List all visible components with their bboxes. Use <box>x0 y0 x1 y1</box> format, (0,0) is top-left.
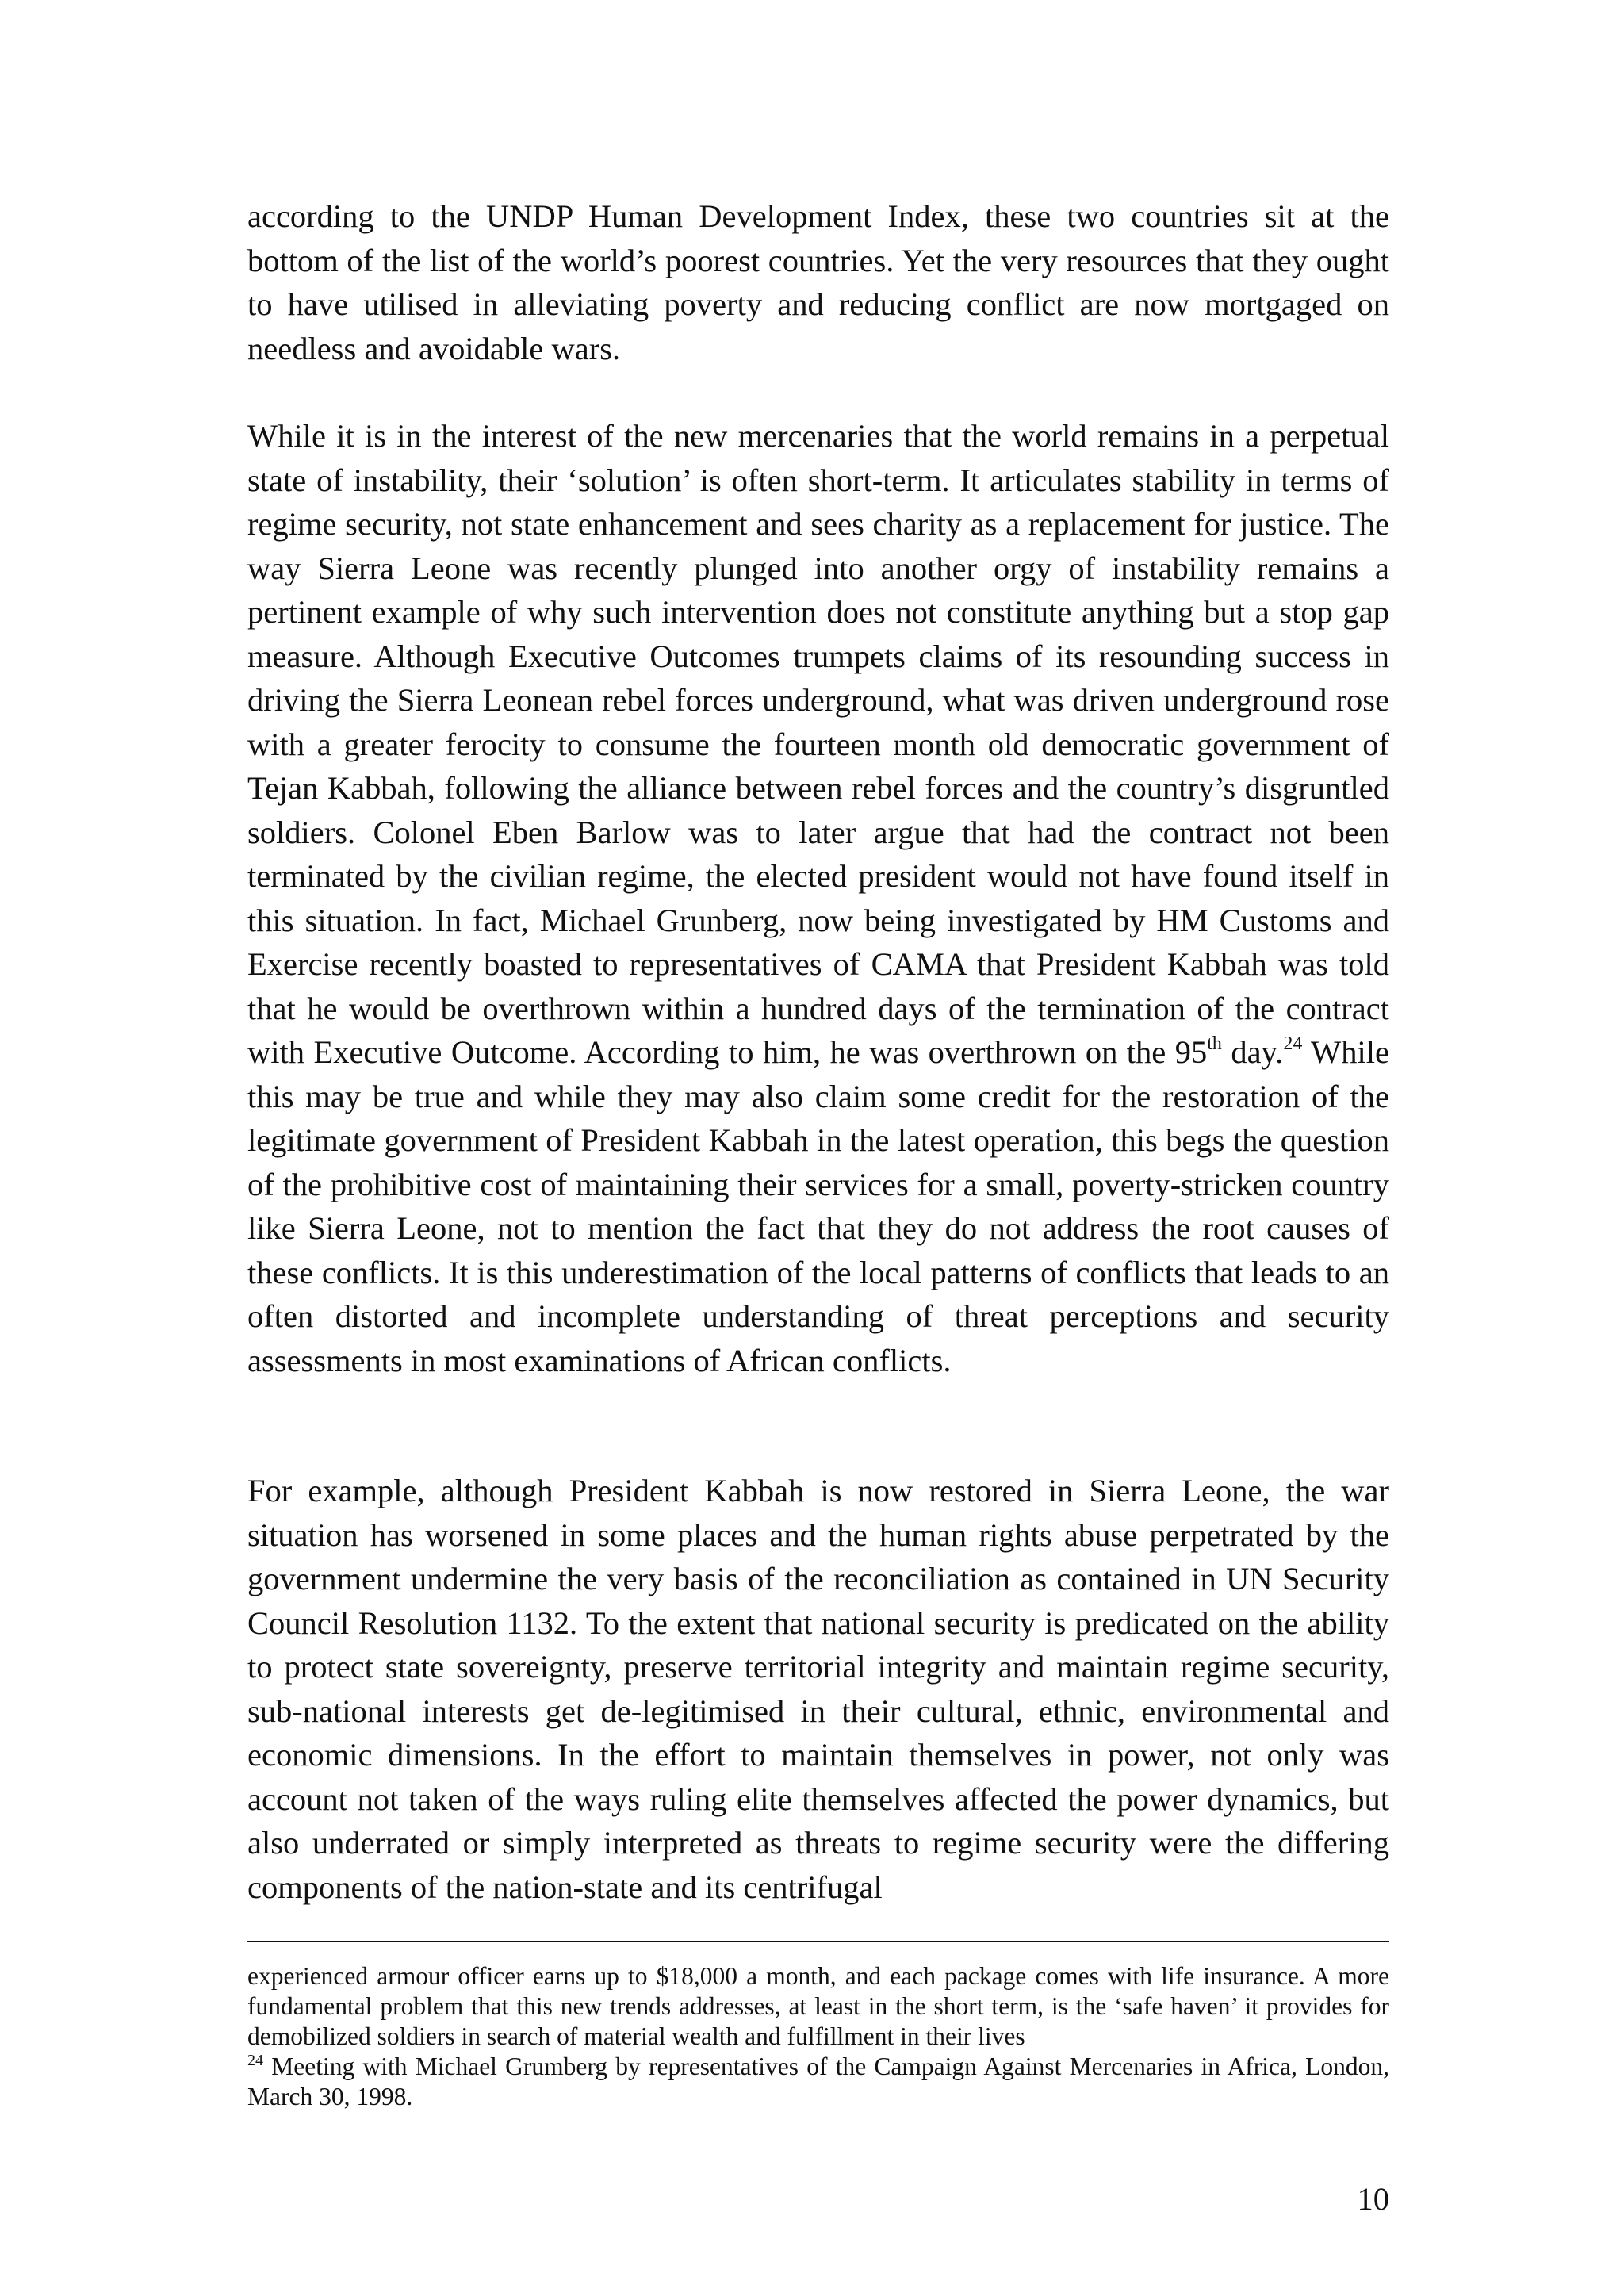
body-paragraph-3: For example, although President Kabbah is now restored in Sierra Leone, the war situation has worsened in some places and the human rights abuse perpetrated by the government undermine the very basis of the reconciliation as contained in UN Security Council Resolution 1132. To the extent that national security is predicated on the ability to protect state sovereignty, preserve territorial integrity and maintain regime security, sub-national interests get de-legitimised in their cultural, ethnic, environmental and economic dimensions. In the effort to maintain themselves in power, not only was account not taken of the ways ruling elite themselves affected the power dynamics, but also underrated or simply interpreted as threats to regime security were the differing components of the nation-state and its centrifugal <box>247 1473 1389 1905</box>
body-paragraph-1: according to the UNDP Human Development Index, these two countries sit at the bottom of the list of the world’s poorest countries. Yet the very resources that they ought to have utilised in alleviating poverty and reducing conflict are now mortgaged on needless and avoidable wars. <box>247 198 1389 366</box>
paragraph-2-text-part-1: While it is in the interest of the new mercenaries that the world remains in a perpetual state of instability, their ‘solution’ is often short-term. It articulates stability in terms of regime security, not state enhancement and sees charity as a replacement for justice. The way Sierra Leone was recently plunged into another orgy of instability remains a pertinent example of why such intervention does not constitute anything but a stop gap measure. Although Executive Outcomes trumpets claims of its resounding success in driving the Sierra Leonean rebel forces underground, what was driven underground rose with a greater ferocity to consume the fourteen month old democratic government of Tejan Kabbah, following the alliance between rebel forces and the country’s disgruntled soldiers. Colonel Eben Barlow was to later argue that had the contract not been terminated by the civilian regime, the elected president would not have found itself in this situation. In fact, Michael Grunberg, now being investigated by HM Customs and Exercise recently boasted to representatives of CAMA that President Kabbah was told that he would be overthrown within a hundred days of the termination of the contract with Executive Outcome. According to him, he was overthrown on the 95 <box>247 418 1389 1070</box>
paragraph-2-text-part-2: day. <box>1221 1034 1284 1070</box>
footnote-reference-24: 24 <box>1283 1033 1303 1054</box>
footnote-24-number: 24 <box>247 2052 263 2069</box>
footnote-24 <box>247 2052 1389 2112</box>
footnote-separator-line <box>247 1941 1389 1942</box>
body-paragraph-2 <box>247 414 1389 1382</box>
page-number: 10 <box>1357 2181 1389 2217</box>
footnote-24-text: Meeting with Michael Grumberg by representatives of the Campaign Against Mercenaries in Africa, London, March 30, 1998. <box>247 2053 1389 2110</box>
paragraph-2-text-part-3: While this may be true and while they may also claim some credit for the restoration of the legitimate government of President Kabbah in the latest operation, this begs the question of the prohibitive cost of maintaining their services for a small, poverty-stricken country like Sierra Leone, not to mention the fact that they do not address the root causes of these conflicts. It is this underestimation of the local patterns of conflicts that leads to an often distorted and incomplete understanding of threat perceptions and security assessments in most examinations of African conflicts. <box>247 1034 1389 1378</box>
footnotes-section <box>247 1961 1389 2112</box>
ordinal-suffix: th <box>1207 1033 1222 1054</box>
footnote-continuation: experienced armour officer earns up to $18,000 a month, and each package comes with life insurance. A more fundamental problem that this new trends addresses, at least in the short term, is the ‘safe haven’ it provides for demobilized soldiers in search of material wealth and fulfillment in their lives <box>247 1962 1389 2050</box>
